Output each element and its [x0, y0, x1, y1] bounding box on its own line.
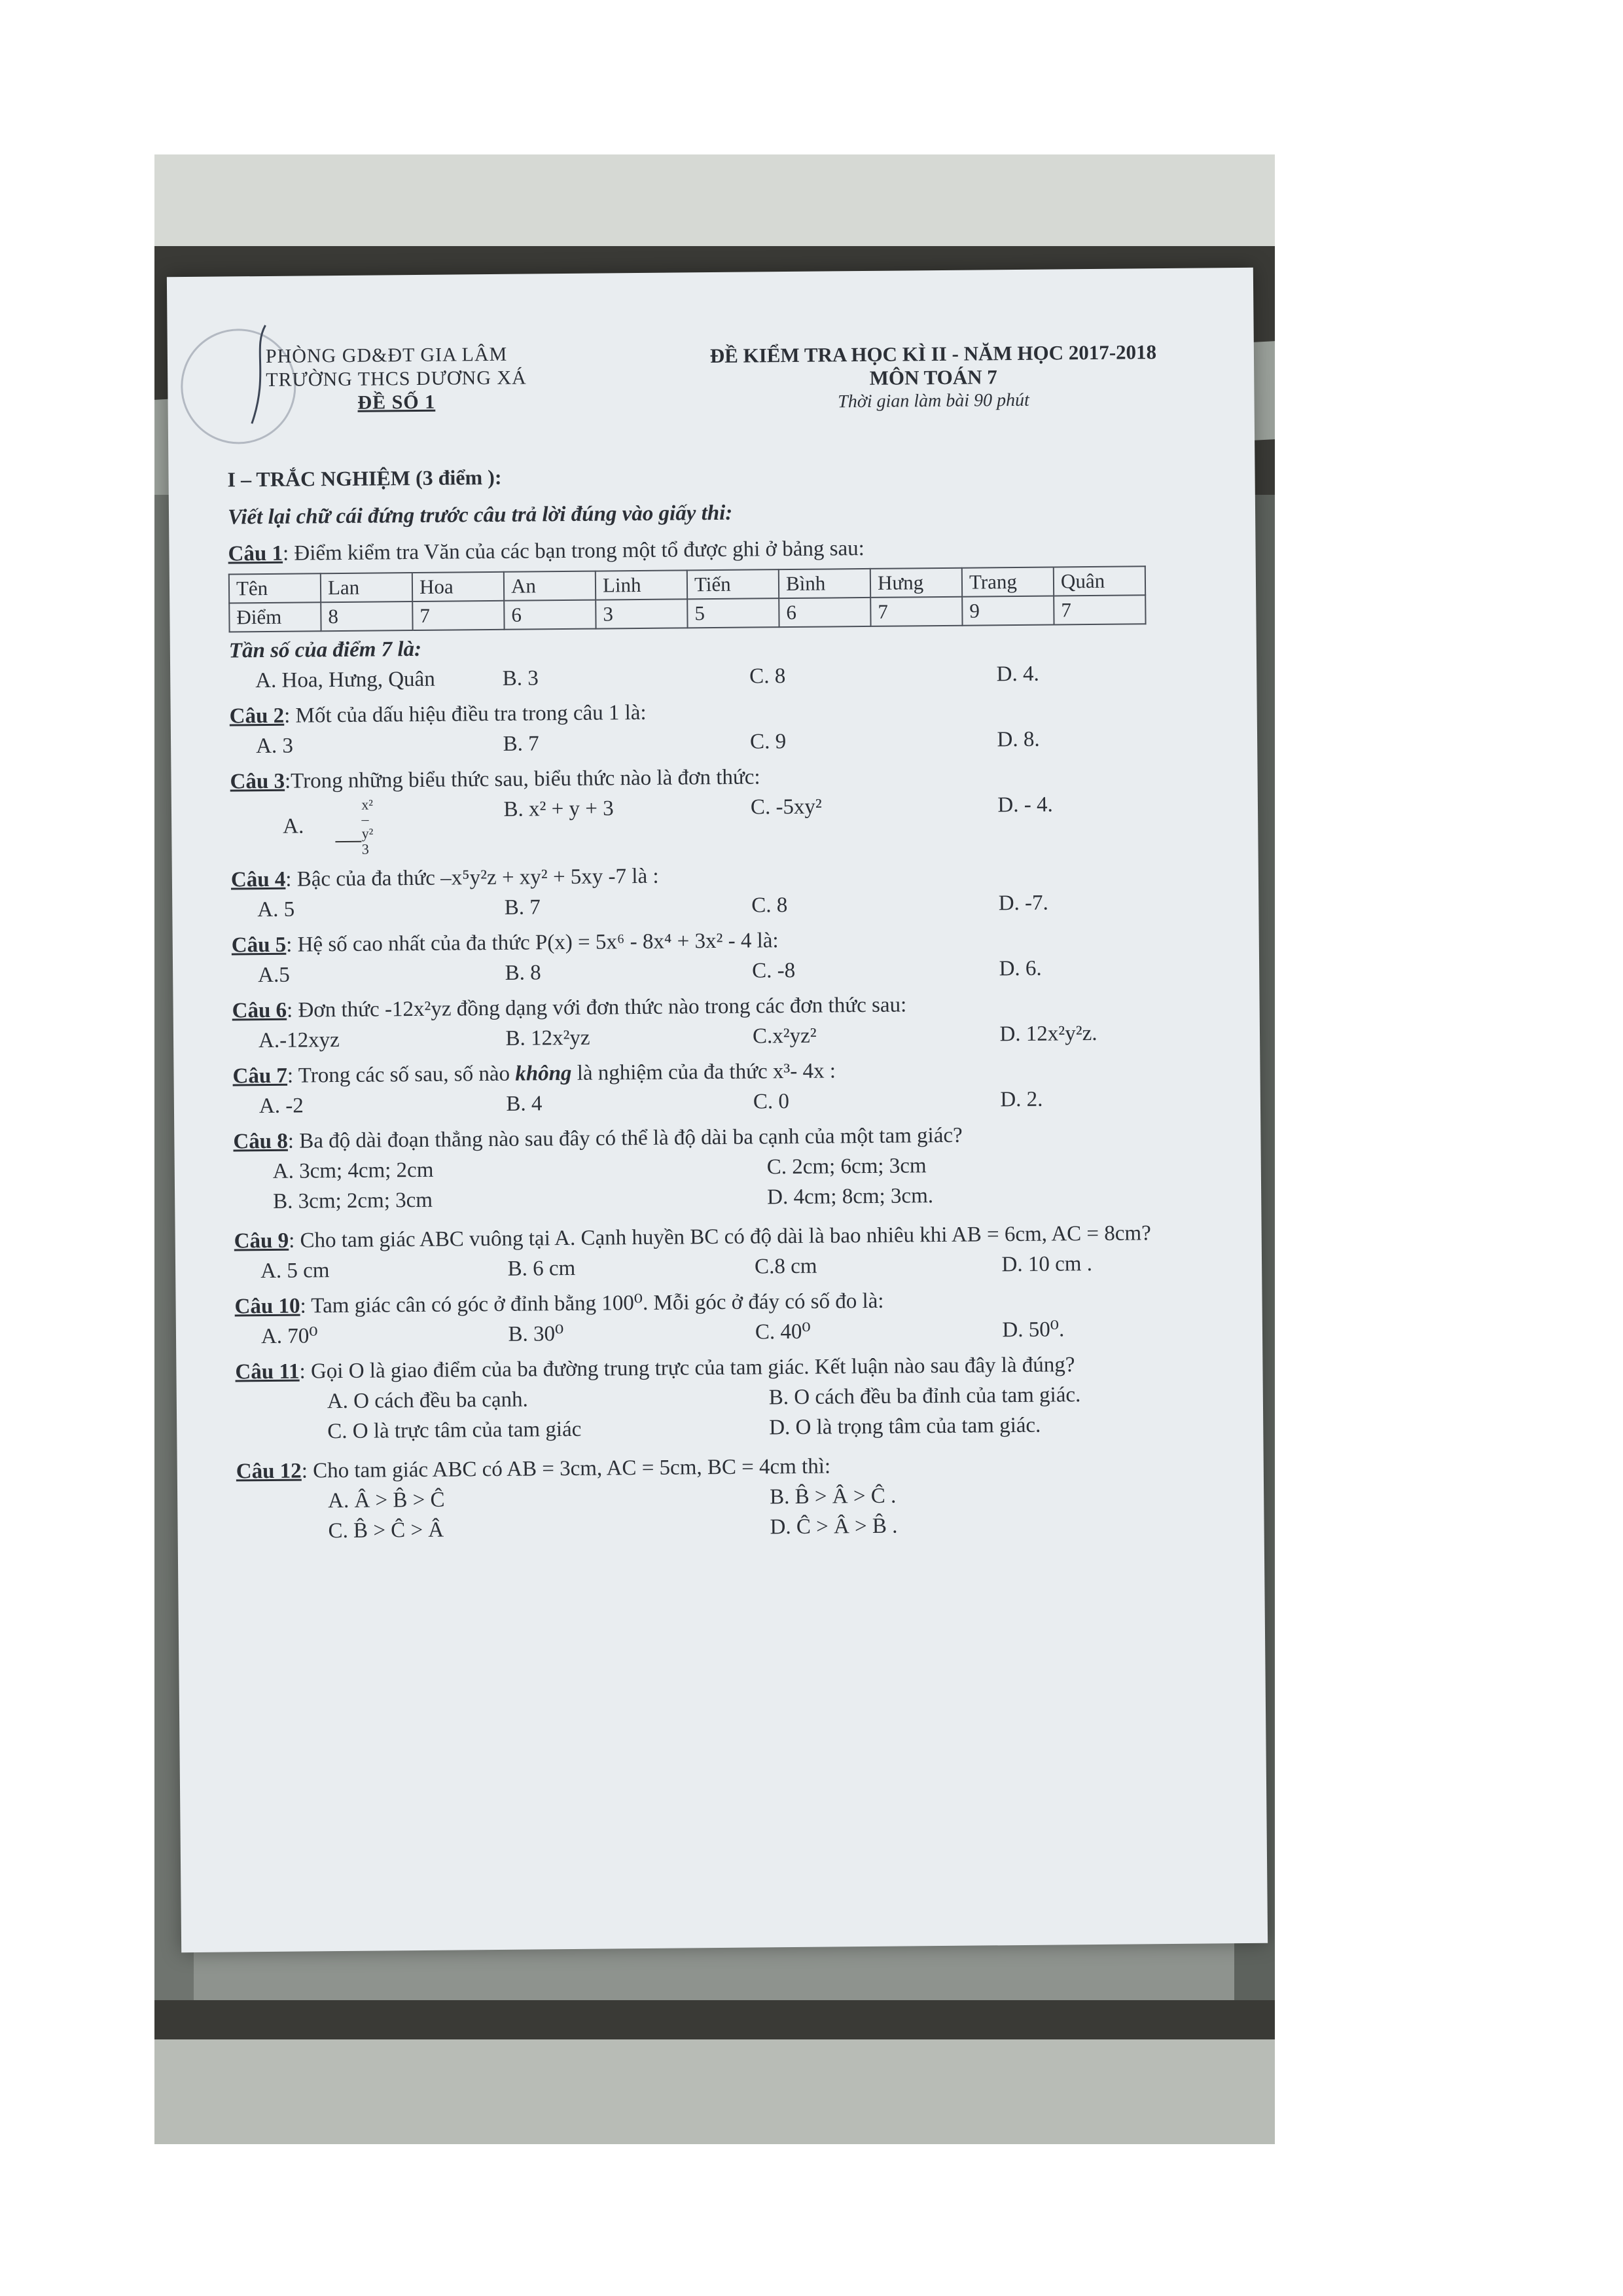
option-d: D. 50⁰. [1002, 1318, 1065, 1342]
table-cell: 6 [504, 600, 596, 630]
option-d: D. -7. [998, 891, 1048, 916]
option-a: A. Hoa, Hưng, Quân [255, 667, 435, 693]
question-5 [232, 924, 1221, 988]
question-label: Câu 1 [228, 541, 283, 566]
option-a: A. O cách đều ba cạnh. [327, 1388, 528, 1414]
school-name: TRƯỜNG THCS DƯƠNG XÁ [266, 367, 527, 391]
answer-options [230, 725, 1218, 759]
question-7 [232, 1054, 1221, 1119]
option-c: C. O là trực tâm của tam giác [327, 1417, 582, 1444]
stripe [154, 154, 1275, 246]
answer-options [232, 1019, 1221, 1054]
option-d: D. 6. [999, 956, 1042, 981]
option-c: C. 40⁰ [755, 1319, 811, 1344]
table-cell: 9 [962, 596, 1054, 625]
question-label: Câu 2 [229, 704, 285, 728]
option-a: A.5 [258, 963, 290, 988]
table-cell: 7 [412, 601, 504, 630]
exam-content [227, 457, 1224, 1549]
question-2 [230, 694, 1219, 759]
answer-options [232, 954, 1220, 988]
table-cell: Hoa [412, 572, 504, 601]
option-d: D. - 4. [997, 793, 1053, 817]
table-cell: 7 [1054, 595, 1145, 624]
option-b: B. 3 [502, 666, 539, 691]
question-text: :Trong những biểu thức sau, biểu thức nào là đơn thức: [284, 765, 760, 793]
question-6 [232, 989, 1221, 1054]
question-label: Câu 5 [231, 933, 287, 958]
question-label: Câu 7 [232, 1064, 288, 1088]
department-name: PHÒNG GD&ĐT GIA LÂM [265, 343, 508, 367]
question-10 [234, 1285, 1223, 1350]
score-table [228, 565, 1147, 632]
option-b: B. 6 cm [507, 1256, 576, 1281]
table-cell: Điểm [229, 602, 321, 632]
exam-paper [167, 268, 1268, 1952]
option-d: D. 10 cm . [1001, 1252, 1093, 1277]
option-a: A. 5 [257, 897, 295, 922]
stripe [154, 2039, 1275, 2144]
answer-options [233, 1085, 1221, 1119]
option-d: D. 4. [996, 662, 1039, 687]
option-b: B. 7 [504, 895, 541, 920]
question-text: : Gọi O là giao điểm của ba đường trung trực của tam giác. Kết luận nào sau đây là đúng? [299, 1353, 1075, 1384]
question-11 [235, 1350, 1224, 1449]
option-c: C.x²yz² [752, 1024, 817, 1049]
question-label: Câu 4 [230, 867, 286, 892]
question-label: Câu 8 [233, 1129, 288, 1154]
question-text: : Hệ số cao nhất của đa thức P(x) = 5x⁶ - 8x⁴ + 3x² - 4 là: [286, 929, 779, 957]
table-cell: 7 [870, 597, 962, 626]
question-text: : Trong các số sau, số nào [287, 1062, 516, 1088]
table-cell: Tiến [687, 569, 779, 599]
option-c: C. 0 [753, 1090, 790, 1114]
option-a [230, 797, 478, 857]
table-cell: An [504, 571, 596, 601]
answer-options [236, 1480, 1225, 1549]
table-cell: Bình [779, 569, 870, 598]
question-text: : Cho tam giác ABC vuông tại A. Cạnh huyền BC có độ dài là bao nhiêu khi AB = 6cm, AC = 8cm? [288, 1221, 1151, 1253]
option-a: A. Â > B̂ > Ĉ [328, 1488, 445, 1513]
instruction: Viết lại chữ cái đứng trước câu trả lời đúng vào giấy thi: [227, 501, 733, 529]
question-text: : Ba độ dài đoạn thẳng nào sau đây có thể là độ dài ba cạnh của một tam giác? [287, 1123, 963, 1153]
option-a: A.-12xyz [258, 1028, 340, 1053]
option-d: D. 4cm; 8cm; 3cm. [767, 1184, 934, 1210]
question-1 [228, 532, 1217, 694]
option-b: B. 30⁰ [508, 1322, 564, 1346]
option-d: D. 2. [1000, 1087, 1043, 1112]
option-b: B. 12x²yz [505, 1026, 590, 1050]
question-4 [231, 858, 1220, 923]
question-text: : Bậc của đa thức –x⁵y²z + xy² + 5xy -7 là : [285, 864, 659, 891]
option-a: A. -2 [259, 1094, 304, 1119]
question-text: : Điểm kiểm tra Văn của các bạn trong một tổ được ghi ở bảng sau: [282, 537, 865, 565]
fraction [309, 796, 374, 857]
exam-header [658, 340, 1209, 415]
table-cell: Lan [321, 573, 412, 602]
duration: Thời gian làm bài 90 phút [838, 389, 1030, 412]
answer-options [235, 1315, 1223, 1350]
option-c: C. 8 [749, 664, 786, 689]
table-cell: Trang [962, 567, 1054, 596]
answer-options [231, 888, 1219, 923]
answer-options [234, 1249, 1222, 1284]
answer-options [236, 1380, 1224, 1449]
answer-options [229, 659, 1217, 694]
option-b: B. 4 [506, 1092, 543, 1116]
question-text: : Tam giác cân có góc ở đỉnh bằng 100⁰. Mỗi góc ở đáy có số đo là: [300, 1289, 884, 1318]
table-cell: Quân [1054, 566, 1145, 596]
question-label: Câu 3 [230, 769, 285, 794]
option-d: D. 8. [997, 727, 1040, 752]
option-a: A. 3 [255, 734, 294, 759]
table-cell: 5 [687, 598, 779, 628]
table-cell: Linh [596, 570, 687, 600]
option-b: B. 8 [505, 961, 541, 985]
fraction-numerator: x² – y² [335, 798, 362, 842]
answer-options [234, 1150, 1222, 1219]
question-text: : Mốt của dấu hiệu điều tra trong câu 1 là: [283, 700, 647, 728]
table-cell: 6 [779, 598, 870, 627]
school-header [266, 343, 527, 416]
exam-title: ĐỀ KIỂM TRA HỌC KÌ II - NĂM HỌC 2017-2018 [709, 340, 1157, 368]
option-d: D. 12x²y²z. [999, 1021, 1097, 1047]
option-letter: A. [283, 814, 304, 838]
option-b: B. O cách đều ba đỉnh của tam giác. [768, 1383, 1081, 1410]
table-cell: 8 [321, 601, 412, 631]
option-c: C. -8 [751, 958, 796, 983]
option-b: B. B̂ > Â > Ĉ . [770, 1484, 897, 1509]
option-d: D. Ĉ > Â > B̂ . [770, 1514, 898, 1539]
fraction-denominator: 3 [361, 840, 369, 857]
answer-options [230, 790, 1219, 857]
question-9 [234, 1219, 1223, 1284]
exam-code: ĐỀ SỐ 1 [357, 391, 436, 414]
option-c: C. 9 [749, 730, 787, 754]
subject: MÔN TOÁN 7 [869, 365, 997, 389]
photo-background [154, 154, 1275, 2144]
option-c: C. B̂ > Ĉ > Â [328, 1518, 444, 1543]
option-b: B. 7 [503, 732, 539, 756]
question-3 [230, 760, 1219, 857]
section-title: I – TRẮC NGHIỆM (3 điểm ): [227, 465, 502, 492]
sub-question: Tần số của điểm 7 là: [228, 637, 422, 663]
question-text: : Đơn thức -12x²yz đồng dạng với đơn thức nào trong các đơn thức sau: [286, 993, 907, 1022]
question-label: Câu 9 [234, 1229, 289, 1253]
option-a: A. 5 cm [260, 1259, 330, 1283]
option-c: C. 8 [751, 893, 788, 918]
table-cell: Tên [229, 573, 321, 603]
question-label: Câu 6 [232, 998, 287, 1023]
question-8 [233, 1120, 1222, 1219]
question-label: Câu 12 [236, 1459, 302, 1484]
option-b: B. x² + y + 3 [503, 797, 614, 821]
question-12 [236, 1450, 1225, 1549]
question-text: : Cho tam giác ABC có AB = 3cm, AC = 5cm, BC = 4cm thì: [301, 1454, 831, 1483]
table-cell: 3 [596, 599, 687, 628]
option-a: A. 70⁰ [260, 1324, 318, 1349]
option-b: B. 3cm; 2cm; 3cm [273, 1188, 433, 1213]
option-c: C.8 cm [754, 1254, 817, 1279]
emphasis-word: không [515, 1061, 572, 1086]
question-text-end: là nghiệm của đa thức x³- 4x : [571, 1059, 836, 1085]
question-label: Câu 11 [235, 1359, 300, 1384]
option-a: A. 3cm; 4cm; 2cm [272, 1158, 434, 1183]
table-cell: Hưng [870, 568, 962, 598]
option-d: D. O là trọng tâm của tam giác. [769, 1413, 1041, 1440]
question-label: Câu 10 [234, 1294, 300, 1319]
option-c: C. -5xy² [750, 795, 823, 819]
option-c: C. 2cm; 6cm; 3cm [766, 1154, 927, 1179]
